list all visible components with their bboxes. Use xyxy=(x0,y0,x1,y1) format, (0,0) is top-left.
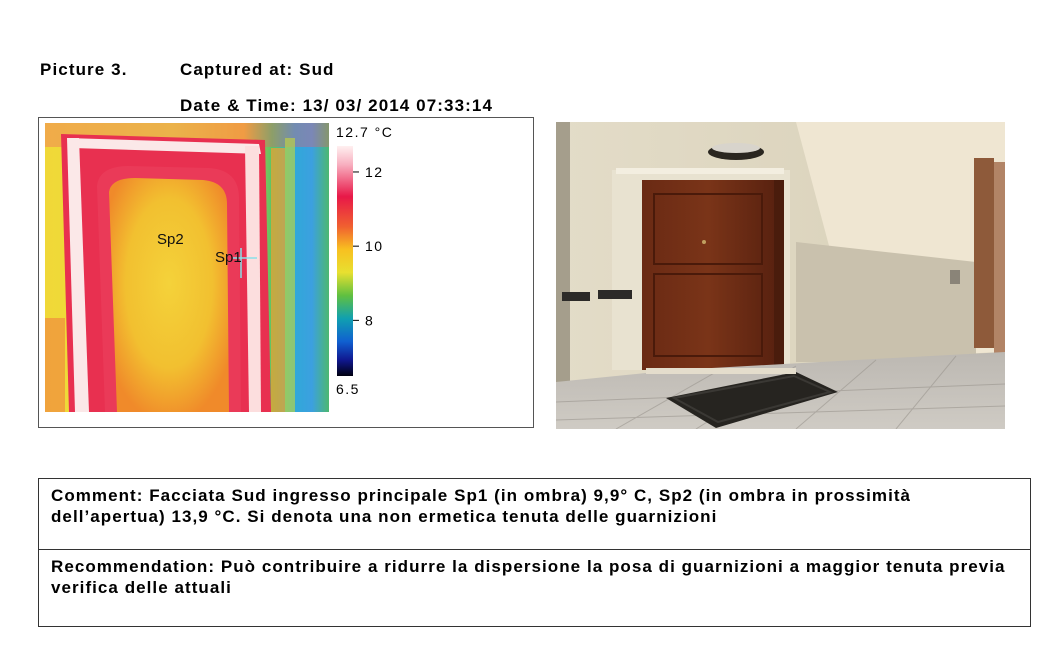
thermal-image-panel xyxy=(38,117,534,428)
captured-at-label: Captured at: Sud xyxy=(180,60,335,79)
scale-tick-label: 8 xyxy=(365,312,375,329)
thermal-image xyxy=(39,118,533,427)
picture-label: Picture 3. xyxy=(40,60,128,79)
date-time-label: Date & Time: 13/ 03/ 2014 07:33:14 xyxy=(180,96,494,115)
recommendation-text: Recommendation: Può contribuire a ridurre la dispersione la posa di guarnizioni a maggior tenuta previa verifica delle attuali xyxy=(51,557,1006,597)
comment-section xyxy=(39,479,1030,550)
scale-tick-label: 10 xyxy=(365,238,384,255)
comment-text: Comment: Facciata Sud ingresso principale Sp1 (in ombra) 9,9° C, Sp2 (in ombra in prossimità dell’apertua) 13,9 °C. Si denota una non ermetica tenuta delle guarnizioni xyxy=(51,486,912,526)
door-photo-illustration xyxy=(556,122,1005,429)
door-photo xyxy=(556,122,1005,429)
scale-max-label: 12.7 °C xyxy=(336,124,394,140)
scale-tick-label: 12 xyxy=(365,163,384,180)
recommendation-section xyxy=(39,550,1030,626)
spot-sp1-label: Sp1 xyxy=(215,249,242,266)
scale-min-label: 6.5 xyxy=(336,381,360,397)
spot-sp2-label: Sp2 xyxy=(157,231,184,248)
scale-ticks xyxy=(353,164,384,328)
comments-box xyxy=(38,478,1031,627)
temperature-scale-bar xyxy=(337,146,353,376)
